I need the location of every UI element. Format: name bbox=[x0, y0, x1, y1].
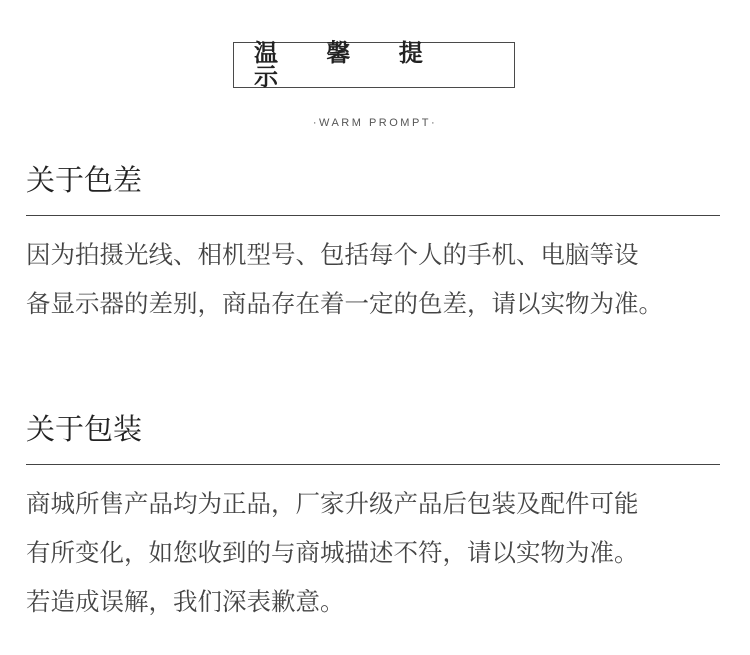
section-heading-color: 关于色差 bbox=[26, 163, 143, 197]
section-packaging-line-2: 有所变化，如您收到的与商城描述不符，请以实物为准。 bbox=[26, 538, 639, 567]
section-divider-packaging bbox=[26, 464, 720, 465]
page-title: 温 馨 提 示 bbox=[254, 39, 443, 91]
section-heading-packaging: 关于包装 bbox=[26, 412, 143, 446]
page-subtitle: ·WARM PROMPT· bbox=[312, 117, 438, 129]
section-color-line-1: 因为拍摄光线、相机型号、包括每个人的手机、电脑等设 bbox=[26, 240, 639, 269]
section-divider-color bbox=[26, 215, 720, 216]
section-color-line-2: 备显示器的差别，商品存在着一定的色差，请以实物为准。 bbox=[26, 289, 663, 318]
title-box bbox=[233, 39, 515, 91]
section-packaging-line-1: 商城所售产品均为正品，厂家升级产品后包装及配件可能 bbox=[26, 489, 639, 518]
section-packaging-line-3: 若造成误解，我们深表歉意。 bbox=[26, 587, 345, 616]
